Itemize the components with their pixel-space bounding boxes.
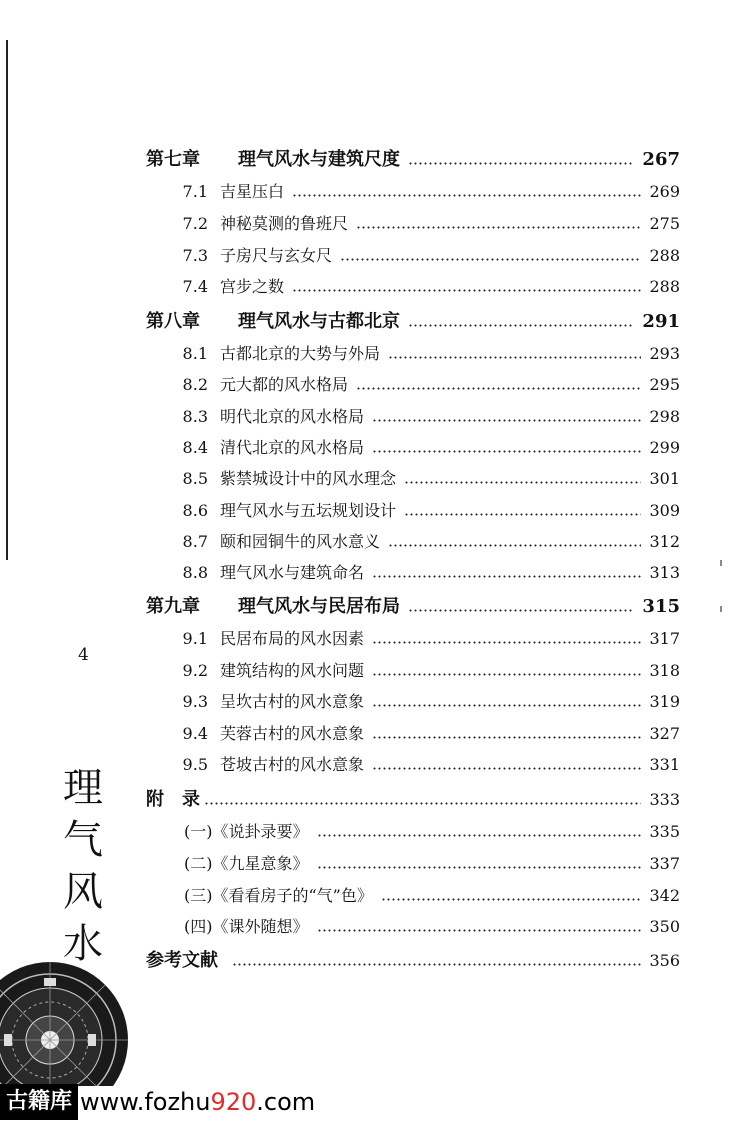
toc-appendix-item[interactable] (146, 820, 680, 844)
side-title-char: 风 (63, 869, 103, 915)
page-ref: 342 (649, 886, 680, 905)
page-ref: 335 (649, 822, 680, 841)
section-title: 芙蓉古村的风水意象 (220, 724, 365, 743)
section-title: 建筑结构的风水问题 (220, 661, 365, 680)
leader-dots (408, 162, 634, 165)
toc-appendix-item[interactable] (146, 884, 680, 908)
appendix-title: (一)《说卦录要》 (184, 822, 309, 841)
section-title: 古都北京的大势与外局 (220, 344, 381, 363)
toc-appendix-item[interactable] (146, 915, 680, 939)
page-ref: 298 (649, 407, 680, 426)
section-number: 7.2 (182, 214, 208, 233)
section-number: 9.5 (182, 755, 208, 774)
toc-section-row[interactable] (146, 690, 680, 714)
leader-dots (388, 356, 641, 359)
page-ref: 350 (649, 917, 680, 936)
page-ref: 315 (642, 596, 680, 617)
leader-dots (372, 450, 641, 453)
leader-dots (292, 289, 641, 292)
page-ref: 309 (649, 501, 680, 520)
section-title: 苍坡古村的风水意象 (220, 755, 365, 774)
section-title: 颐和园铜牛的风水意义 (220, 532, 381, 551)
leader-dots (408, 609, 634, 612)
chapter-title: 理气风水与建筑尺度 (238, 149, 400, 170)
page-ref: 291 (642, 311, 680, 332)
toc-section-row[interactable] (146, 342, 680, 366)
toc-section-row[interactable] (146, 373, 680, 397)
appendix-title: (四)《课外随想》 (184, 917, 309, 936)
leader-dots (404, 513, 641, 516)
toc-appendix-item[interactable] (146, 852, 680, 876)
toc-section-row[interactable] (146, 499, 680, 523)
appendix-title: (二)《九星意象》 (184, 854, 309, 873)
toc-section-row[interactable] (146, 436, 680, 460)
page-ref: 301 (649, 469, 680, 488)
section-title: 神秘莫测的鲁班尺 (220, 214, 349, 233)
leader-dots (204, 802, 641, 805)
leader-dots (408, 324, 634, 327)
page-ref: 319 (649, 692, 680, 711)
leader-dots (317, 929, 642, 932)
toc-section-row[interactable] (146, 530, 680, 554)
section-number: 8.6 (182, 501, 208, 520)
leader-dots (388, 544, 641, 547)
watermark-url (78, 1086, 315, 1118)
leader-dots (356, 226, 641, 229)
chapter-title: 理气风水与古都北京 (238, 311, 400, 332)
toc-section-row[interactable] (146, 561, 680, 585)
page-ref: 318 (649, 661, 680, 680)
section-title: 民居布局的风水因素 (220, 629, 365, 648)
page-ref: 293 (649, 344, 680, 363)
chapter-label: 第七章 (146, 149, 200, 170)
section-title: 元大都的风水格局 (220, 375, 349, 394)
chapter-title: 理气风水与民居布局 (238, 596, 400, 617)
leader-dots (372, 736, 641, 739)
toc-section-row[interactable] (146, 244, 680, 268)
toc-section-row[interactable] (146, 275, 680, 299)
leader-dots (381, 898, 642, 901)
appendix-label: 附 录 (146, 789, 200, 810)
side-title-char: 水 (63, 921, 103, 967)
leader-dots (356, 387, 641, 390)
section-title: 子房尺与玄女尺 (220, 246, 333, 265)
leader-dots (372, 419, 641, 422)
section-title: 吉星压白 (220, 182, 285, 201)
section-title: 明代北京的风水格局 (220, 407, 365, 426)
page-ref: 331 (649, 755, 680, 774)
watermark-url-highlight: 920 (210, 1088, 257, 1116)
leader-dots (292, 194, 641, 197)
site-watermark (0, 1082, 370, 1122)
section-number: 8.7 (182, 532, 208, 551)
leader-dots (340, 258, 641, 261)
toc-chapter-row[interactable] (146, 148, 680, 172)
leader-dots (317, 866, 642, 869)
leader-dots (372, 641, 641, 644)
section-number: 7.4 (182, 277, 208, 296)
leader-dots (232, 963, 641, 966)
section-title: 呈坎古村的风水意象 (220, 692, 365, 711)
chapter-label: 第九章 (146, 596, 200, 617)
side-title-char: 气 (63, 817, 103, 863)
section-title: 紫禁城设计中的风水理念 (220, 469, 397, 488)
section-number: 8.2 (182, 375, 208, 394)
page-ref: 267 (642, 149, 680, 170)
toc-section-row[interactable] (146, 212, 680, 236)
toc-section-row[interactable] (146, 180, 680, 204)
page-number: 4 (78, 645, 89, 665)
section-number: 9.2 (182, 661, 208, 680)
watermark-url-prefix: www.fozhu (80, 1088, 211, 1116)
section-number: 8.3 (182, 407, 208, 426)
page-ref: 269 (649, 182, 680, 201)
page-ref: 288 (649, 246, 680, 265)
references-label: 参考文献 (146, 950, 218, 971)
watermark-url-suffix: .com (256, 1088, 316, 1116)
section-number: 9.4 (182, 724, 208, 743)
section-number: 9.1 (182, 629, 208, 648)
section-title: 清代北京的风水格局 (220, 438, 365, 457)
page-ref: 312 (649, 532, 680, 551)
toc-section-row[interactable] (146, 659, 680, 683)
page-ref: 288 (649, 277, 680, 296)
toc-section-row[interactable] (146, 753, 680, 777)
side-title-char: 理 (63, 765, 103, 811)
leader-dots (372, 767, 641, 770)
page-ref: 295 (649, 375, 680, 394)
toc-section-row[interactable] (146, 627, 680, 651)
toc-appendix-row[interactable] (146, 788, 680, 812)
page-ref: 337 (649, 854, 680, 873)
section-number: 9.3 (182, 692, 208, 711)
section-number: 8.5 (182, 469, 208, 488)
leader-dots (372, 704, 641, 707)
page-ref: 333 (649, 790, 680, 809)
section-number: 8.8 (182, 563, 208, 582)
side-book-title (58, 762, 108, 970)
page-ref: 327 (649, 724, 680, 743)
section-number: 8.4 (182, 438, 208, 457)
page-ref: 275 (649, 214, 680, 233)
toc-section-row[interactable] (146, 405, 680, 429)
page-ref: 313 (649, 563, 680, 582)
watermark-logo: 古籍库 (0, 1084, 78, 1120)
toc-references-row[interactable] (146, 949, 680, 973)
leader-dots (372, 673, 641, 676)
toc-chapter-row[interactable] (146, 310, 680, 334)
section-title: 理气风水与五坛规划设计 (220, 501, 397, 520)
appendix-title: (三)《看看房子的“气”色》 (184, 886, 373, 905)
leader-dots (317, 834, 642, 837)
toc-chapter-row[interactable] (146, 595, 680, 619)
page-ref: 356 (649, 951, 680, 970)
section-number: 7.1 (182, 182, 208, 201)
section-number: 8.1 (182, 344, 208, 363)
page-ref: 299 (649, 438, 680, 457)
section-title: 理气风水与建筑命名 (220, 563, 365, 582)
toc-section-row[interactable] (146, 722, 680, 746)
leader-dots (404, 481, 641, 484)
section-title: 宫步之数 (220, 277, 285, 296)
page-ref: 317 (649, 629, 680, 648)
chapter-label: 第八章 (146, 311, 200, 332)
toc-section-row[interactable] (146, 467, 680, 491)
leader-dots (372, 575, 641, 578)
section-number: 7.3 (182, 246, 208, 265)
